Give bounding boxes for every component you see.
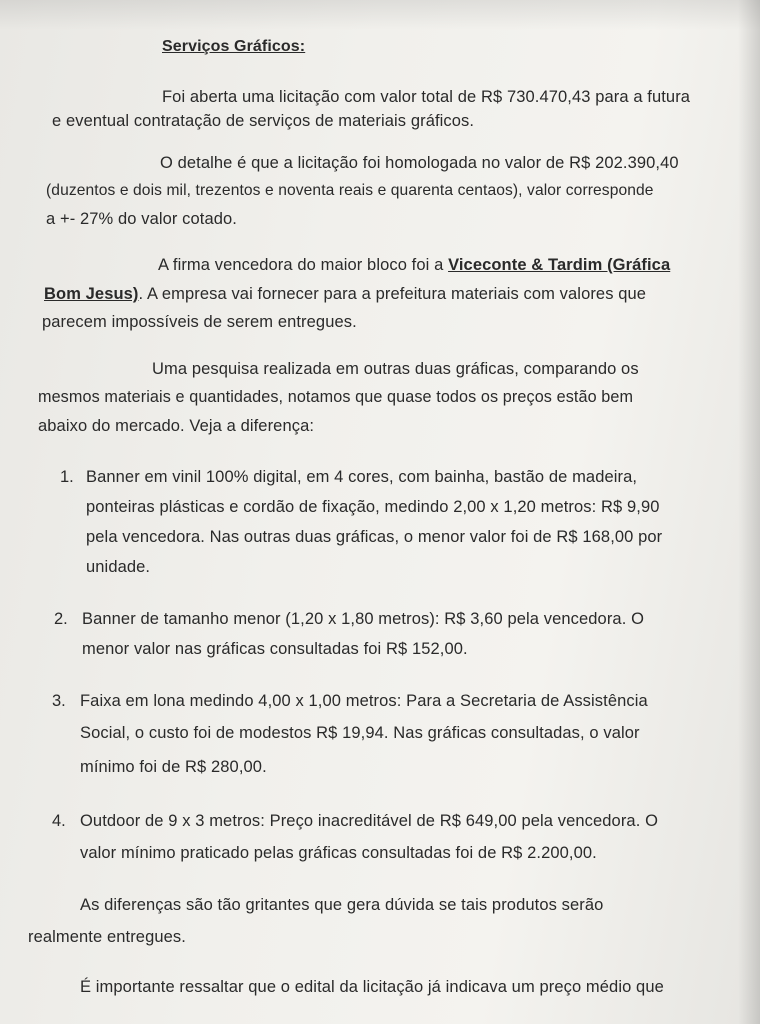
paragraph-4-line-1: Uma pesquisa realizada em outras duas gráficas, comparando os — [152, 360, 639, 378]
paragraph-5-line-1: As diferenças são tão gritantes que gera dúvida se tais produtos serão — [80, 896, 604, 914]
list-item-1-number: 1. — [60, 468, 74, 486]
list-item-1-line-2: ponteiras plásticas e cordão de fixação, medindo 2,00 x 1,20 metros: R$ 9,90 — [86, 498, 660, 516]
list-item-3-number: 3. — [52, 692, 66, 710]
paragraph-2-line-1: O detalhe é que a licitação foi homologada no valor de R$ 202.390,40 — [160, 154, 679, 172]
list-item-4-line-2: valor mínimo praticado pelas gráficas consultadas foi de R$ 2.200,00. — [80, 844, 597, 862]
company-name-part-2: Bom Jesus) — [44, 285, 139, 303]
list-item-2-line-1: Banner de tamanho menor (1,20 x 1,80 metros): R$ 3,60 pela vencedora. O — [82, 610, 645, 628]
paragraph-3-line-3: parecem impossíveis de serem entregues. — [42, 313, 357, 331]
list-item-3-line-2: Social, o custo foi de modestos R$ 19,94. Nas gráficas consultadas, o valor — [80, 724, 640, 742]
list-item-2-number: 2. — [54, 610, 68, 628]
paragraph-1-line-1: Foi aberta uma licitação com valor total de R$ 730.470,43 para a futura — [162, 88, 691, 106]
list-item-4-line-1: Outdoor de 9 x 3 metros: Preço inacreditável de R$ 649,00 pela vencedora. O — [80, 812, 658, 830]
page-shadow-top — [0, 0, 760, 30]
paragraph-3-continuation: . A empresa vai fornecer para a prefeitura materiais com valores que — [138, 285, 647, 303]
paragraph-3-line-2 — [44, 279, 646, 309]
list-item-3-line-3: mínimo foi de R$ 280,00. — [80, 758, 267, 776]
paragraph-5-line-2: realmente entregues. — [28, 928, 186, 946]
list-item-2-line-2: menor valor nas gráficas consultadas foi R$ 152,00. — [82, 640, 468, 658]
list-item-3-line-1: Faixa em lona medindo 4,00 x 1,00 metros: Para a Secretaria de Assistência — [80, 692, 648, 710]
paragraph-3-intro: A firma vencedora do maior bloco foi a — [158, 256, 449, 274]
list-item-1-line-3: pela vencedora. Nas outras duas gráficas, o menor valor foi de R$ 168,00 por — [86, 528, 663, 546]
paragraph-4-line-3: abaixo do mercado. Veja a diferença: — [38, 417, 315, 435]
paragraph-2-line-2: (duzentos e dois mil, trezentos e noventa reais e quarenta centaos), valor corresponde — [46, 182, 654, 199]
paragraph-4-line-2: mesmos materiais e quantidades, notamos que quase todos os preços estão bem — [38, 388, 634, 406]
paragraph-2-line-3: a +- 27% do valor cotado. — [46, 210, 237, 228]
paragraph-3-line-1 — [158, 250, 670, 280]
list-item-1-line-1: Banner em vinil 100% digital, em 4 cores, com bainha, bastão de madeira, — [86, 468, 638, 486]
company-name-part-1: Viceconte & Tardim (Gráfica — [448, 256, 671, 274]
paragraph-6-line-1: É importante ressaltar que o edital da licitação já indicava um preço médio que — [80, 978, 664, 996]
list-item-1-line-4: unidade. — [86, 558, 151, 576]
page-shadow-right — [738, 0, 760, 1024]
section-heading: Serviços Gráficos: — [162, 38, 306, 55]
paragraph-1-line-2: e eventual contratação de serviços de materiais gráficos. — [52, 112, 475, 130]
list-item-4-number: 4. — [52, 812, 66, 830]
